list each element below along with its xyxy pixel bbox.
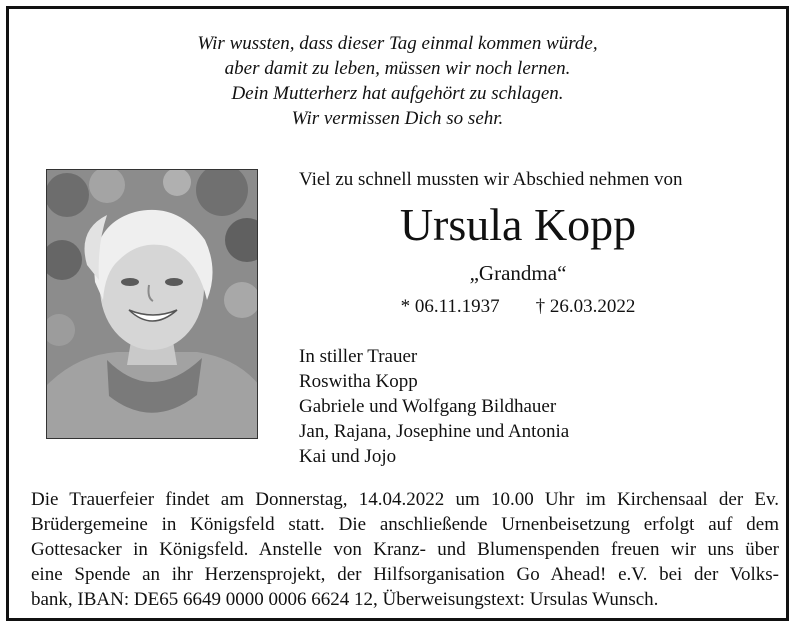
life-dates [299,296,737,318]
mourner: Gabriele und Wolfgang Bildhauer [299,396,557,417]
poem-line: Wir vermissen Dich so sehr. [291,108,504,129]
portrait-photo [46,169,258,439]
memorial-poem [9,31,786,131]
details-line: Gottesacker in Königsfeld. Anstelle von Kranz- und Blumenspenden freuen wir uns über [31,539,779,560]
portrait-image [47,170,258,439]
death-date: † 26.03.2022 [535,296,636,317]
poem-line: Wir wussten, dass dieser Tag einmal kommen würde, [197,33,598,54]
deceased-name: Ursula Kopp [399,199,637,250]
funeral-details [31,487,779,612]
mourners-heading: In stiller Trauer [299,346,418,367]
mourner: Kai und Jojo [299,446,397,467]
mourners-list [299,344,569,469]
details-line: Die Trauerfeier findet am Donnerstag, 14.04.2022 um 10.00 Uhr im Kirchensaal der Ev. [31,489,779,510]
deceased-nickname: „Grandma“ [469,261,567,285]
farewell-intro: Viel zu schnell mussten wir Abschied nehmen von [299,169,683,190]
mourner: Roswitha Kopp [299,371,418,392]
birth-date: * 06.11.1937 [400,296,500,317]
mourner: Jan, Rajana, Josephine und Antonia [299,421,570,442]
obituary-notice [6,6,789,621]
details-line: bank, IBAN: DE65 6649 0000 0006 6624 12, Überweisungstext: Ursulas Wunsch. [31,589,659,610]
poem-line: Dein Mutterherz hat aufgehört zu schlagen. [231,83,564,104]
details-line: eine Spende an ihr Herzensprojekt, der Hilfsorganisation Go Ahead! e.V. bei der Volks- [31,564,779,585]
poem-line: aber damit zu leben, müssen wir noch lernen. [224,58,571,79]
details-line: Brüdergemeine in Königsfeld statt. Die anschließende Urnenbeisetzung erfolgt auf dem [31,514,779,535]
